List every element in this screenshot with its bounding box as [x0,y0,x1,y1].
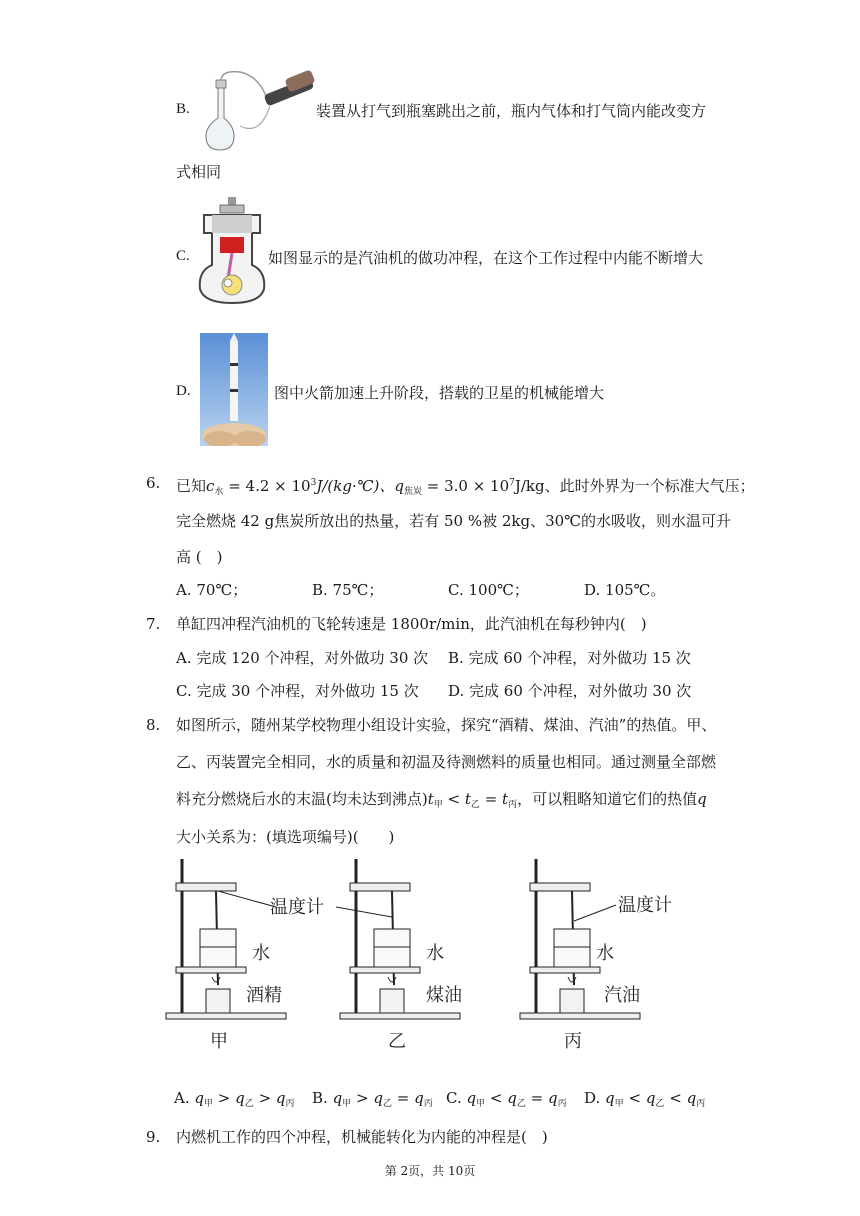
option-c-text: 如图显示的是汽油机的做功冲程，在这个工作过程中内能不断增大 [268,249,704,267]
label-water-2: 水 [426,943,444,964]
q6-stem-line3: 高 ( ) [176,548,223,566]
q6-option-c[interactable]: C. 100℃； [448,581,529,599]
label-yi: 乙 [388,1031,406,1052]
q7-option-d[interactable]: D. 完成 60 个冲程，对外做功 30 次 [448,682,692,700]
q6-stem-line1: 已知$c_水 = 4.2$ × $10^3J/(kg\cdot℃)$、$q_{焦炭} = 3.0 \times 10^7J/kg$、此时外界为一个标准大气压； [176,477,755,497]
label-water-3: 水 [596,943,614,964]
q6-option-d[interactable]: D. 105℃。 [584,581,666,599]
option-b-text-line1: 装置从打气到瓶塞跳出之前，瓶内气体和打气筒内能改变方 [316,102,707,120]
q6-number: 6. [146,474,161,492]
label-thermometer-3: 温度计 [618,895,672,916]
q8-stem-line4: 大小关系为：(填选项编号)( ) [176,828,395,846]
q6-stem-line2: 完全燃烧 42 g焦炭所放出的热量，若有 50 %被 2kg、30℃的水吸收，则水温可升 [176,512,731,530]
pump-flask-image [200,66,318,152]
q8-stem-line3: 料充分燃烧后水的末温(均未达到沸点)$t_甲 < t_乙 = t_丙$，可以粗略知道它们的热值q [176,790,707,810]
q9-number: 9. [146,1128,161,1146]
q6-option-b[interactable]: B. 75℃； [312,581,384,599]
q8-number: 8. [146,716,161,734]
option-b-letter: B. [176,101,190,117]
label-fuel-3: 汽油 [604,985,640,1006]
q9-stem: 内燃机工作的四个冲程，机械能转化为内能的冲程是( ) [176,1128,548,1146]
option-b-text-line2: 式相同 [176,163,222,181]
q7-stem: 单缸四冲程汽油机的飞轮转速是 1800r/min，此汽油机在每秒钟内( ) [176,615,647,633]
q7-option-c[interactable]: C. 完成 30 个冲程，对外做功 15 次 [176,682,419,700]
gasoline-engine-image [198,193,266,305]
q8-option-c[interactable]: C. $q_甲 < q_乙 = q_丙$ [446,1089,567,1109]
q8-option-d[interactable]: D. $q_甲 < q_乙 < q_丙$ [584,1089,706,1109]
option-d-letter: D. [176,383,191,399]
label-fuel-1: 酒精 [246,985,282,1006]
rocket-launch-image [200,333,268,446]
label-bing: 丙 [564,1031,582,1052]
q8-option-b[interactable]: B. $q_甲 > q_乙 = q_丙$ [312,1089,433,1109]
label-fuel-2: 煤油 [426,985,462,1006]
q7-option-b[interactable]: B. 完成 60 个冲程，对外做功 15 次 [448,649,691,667]
label-thermometer-1: 温度计 [270,897,324,918]
label-water-1: 水 [252,943,270,964]
q7-number: 7. [146,615,161,633]
q8-option-a[interactable]: A. $q_甲 > q_乙 > q_丙$ [174,1089,295,1109]
label-jia: 甲 [210,1031,228,1052]
q8-stem-line1: 如图所示，随州某学校物理小组设计实验，探究“酒精、煤油、汽油”的热值。甲、 [176,716,717,734]
option-d-text: 图中火箭加速上升阶段，搭载的卫星的机械能增大 [274,384,605,402]
q8-stem-line2: 乙、丙装置完全相同，水的质量和初温及待测燃料的质量也相同。通过测量全部燃 [176,753,717,771]
page-footer: 第 2页，共 10页 [384,1164,476,1178]
q6-option-a[interactable]: A. 70℃； [176,581,248,599]
q7-option-a[interactable]: A. 完成 120 个冲程，对外做功 30 次 [176,649,429,667]
option-c-letter: C. [176,248,190,264]
heat-value-experiment-figure [160,855,700,1060]
